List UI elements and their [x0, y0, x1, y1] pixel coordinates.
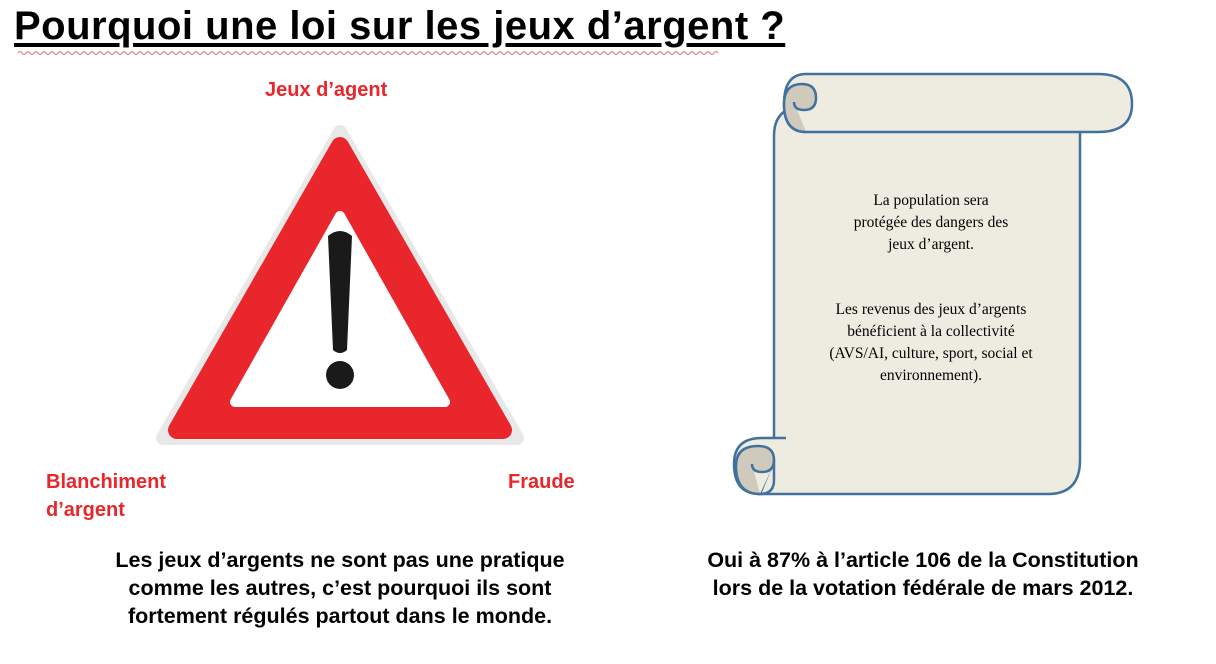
label-fraude: Fraude: [508, 471, 575, 493]
label-blanchiment-line2: d’argent: [46, 499, 125, 521]
caption-right: [640, 546, 1206, 602]
parchment-scroll-icon: [728, 66, 1138, 498]
spellcheck-underline: [18, 50, 718, 56]
scroll-p1-line2: protégée des dangers des: [853, 214, 1009, 231]
caption-left: [40, 546, 640, 630]
label-jeux-d-agent: Jeux d’agent: [265, 79, 388, 101]
scroll-p2-line2: bénéficient à la collectivité: [847, 323, 1015, 340]
scroll-p2-line3: (AVS/AI, culture, sport, social et: [829, 345, 1033, 362]
scroll-paragraph-2: [790, 299, 1072, 387]
page-title: Pourquoi une loi sur les jeux d’argent ?: [14, 4, 786, 48]
caption-right-line2: lors de la votation fédérale de mars 2012.: [712, 576, 1134, 600]
scroll-paragraph-1: [790, 190, 1072, 256]
scroll-p1-line1: La population sera: [873, 192, 989, 209]
caption-left-line2: comme les autres, c’est pourquoi ils sont: [128, 576, 552, 600]
caption-left-line3: fortement régulés partout dans le monde.: [127, 604, 553, 628]
label-blanchiment-line1: Blanchiment: [46, 471, 167, 493]
scroll-p2-line1: Les revenus des jeux d’argents: [835, 301, 1027, 318]
scroll-p2-line4: environnement).: [879, 367, 982, 384]
label-blanchiment: [46, 468, 166, 524]
caption-left-line1: Les jeux d’argents ne sont pas une pratique: [115, 548, 565, 572]
caption-right-line1: Oui à 87% à l’article 106 de la Constitution: [707, 548, 1139, 572]
warning-triangle-icon: [155, 124, 525, 446]
scroll-p1-line3: jeux d’argent.: [888, 236, 974, 253]
